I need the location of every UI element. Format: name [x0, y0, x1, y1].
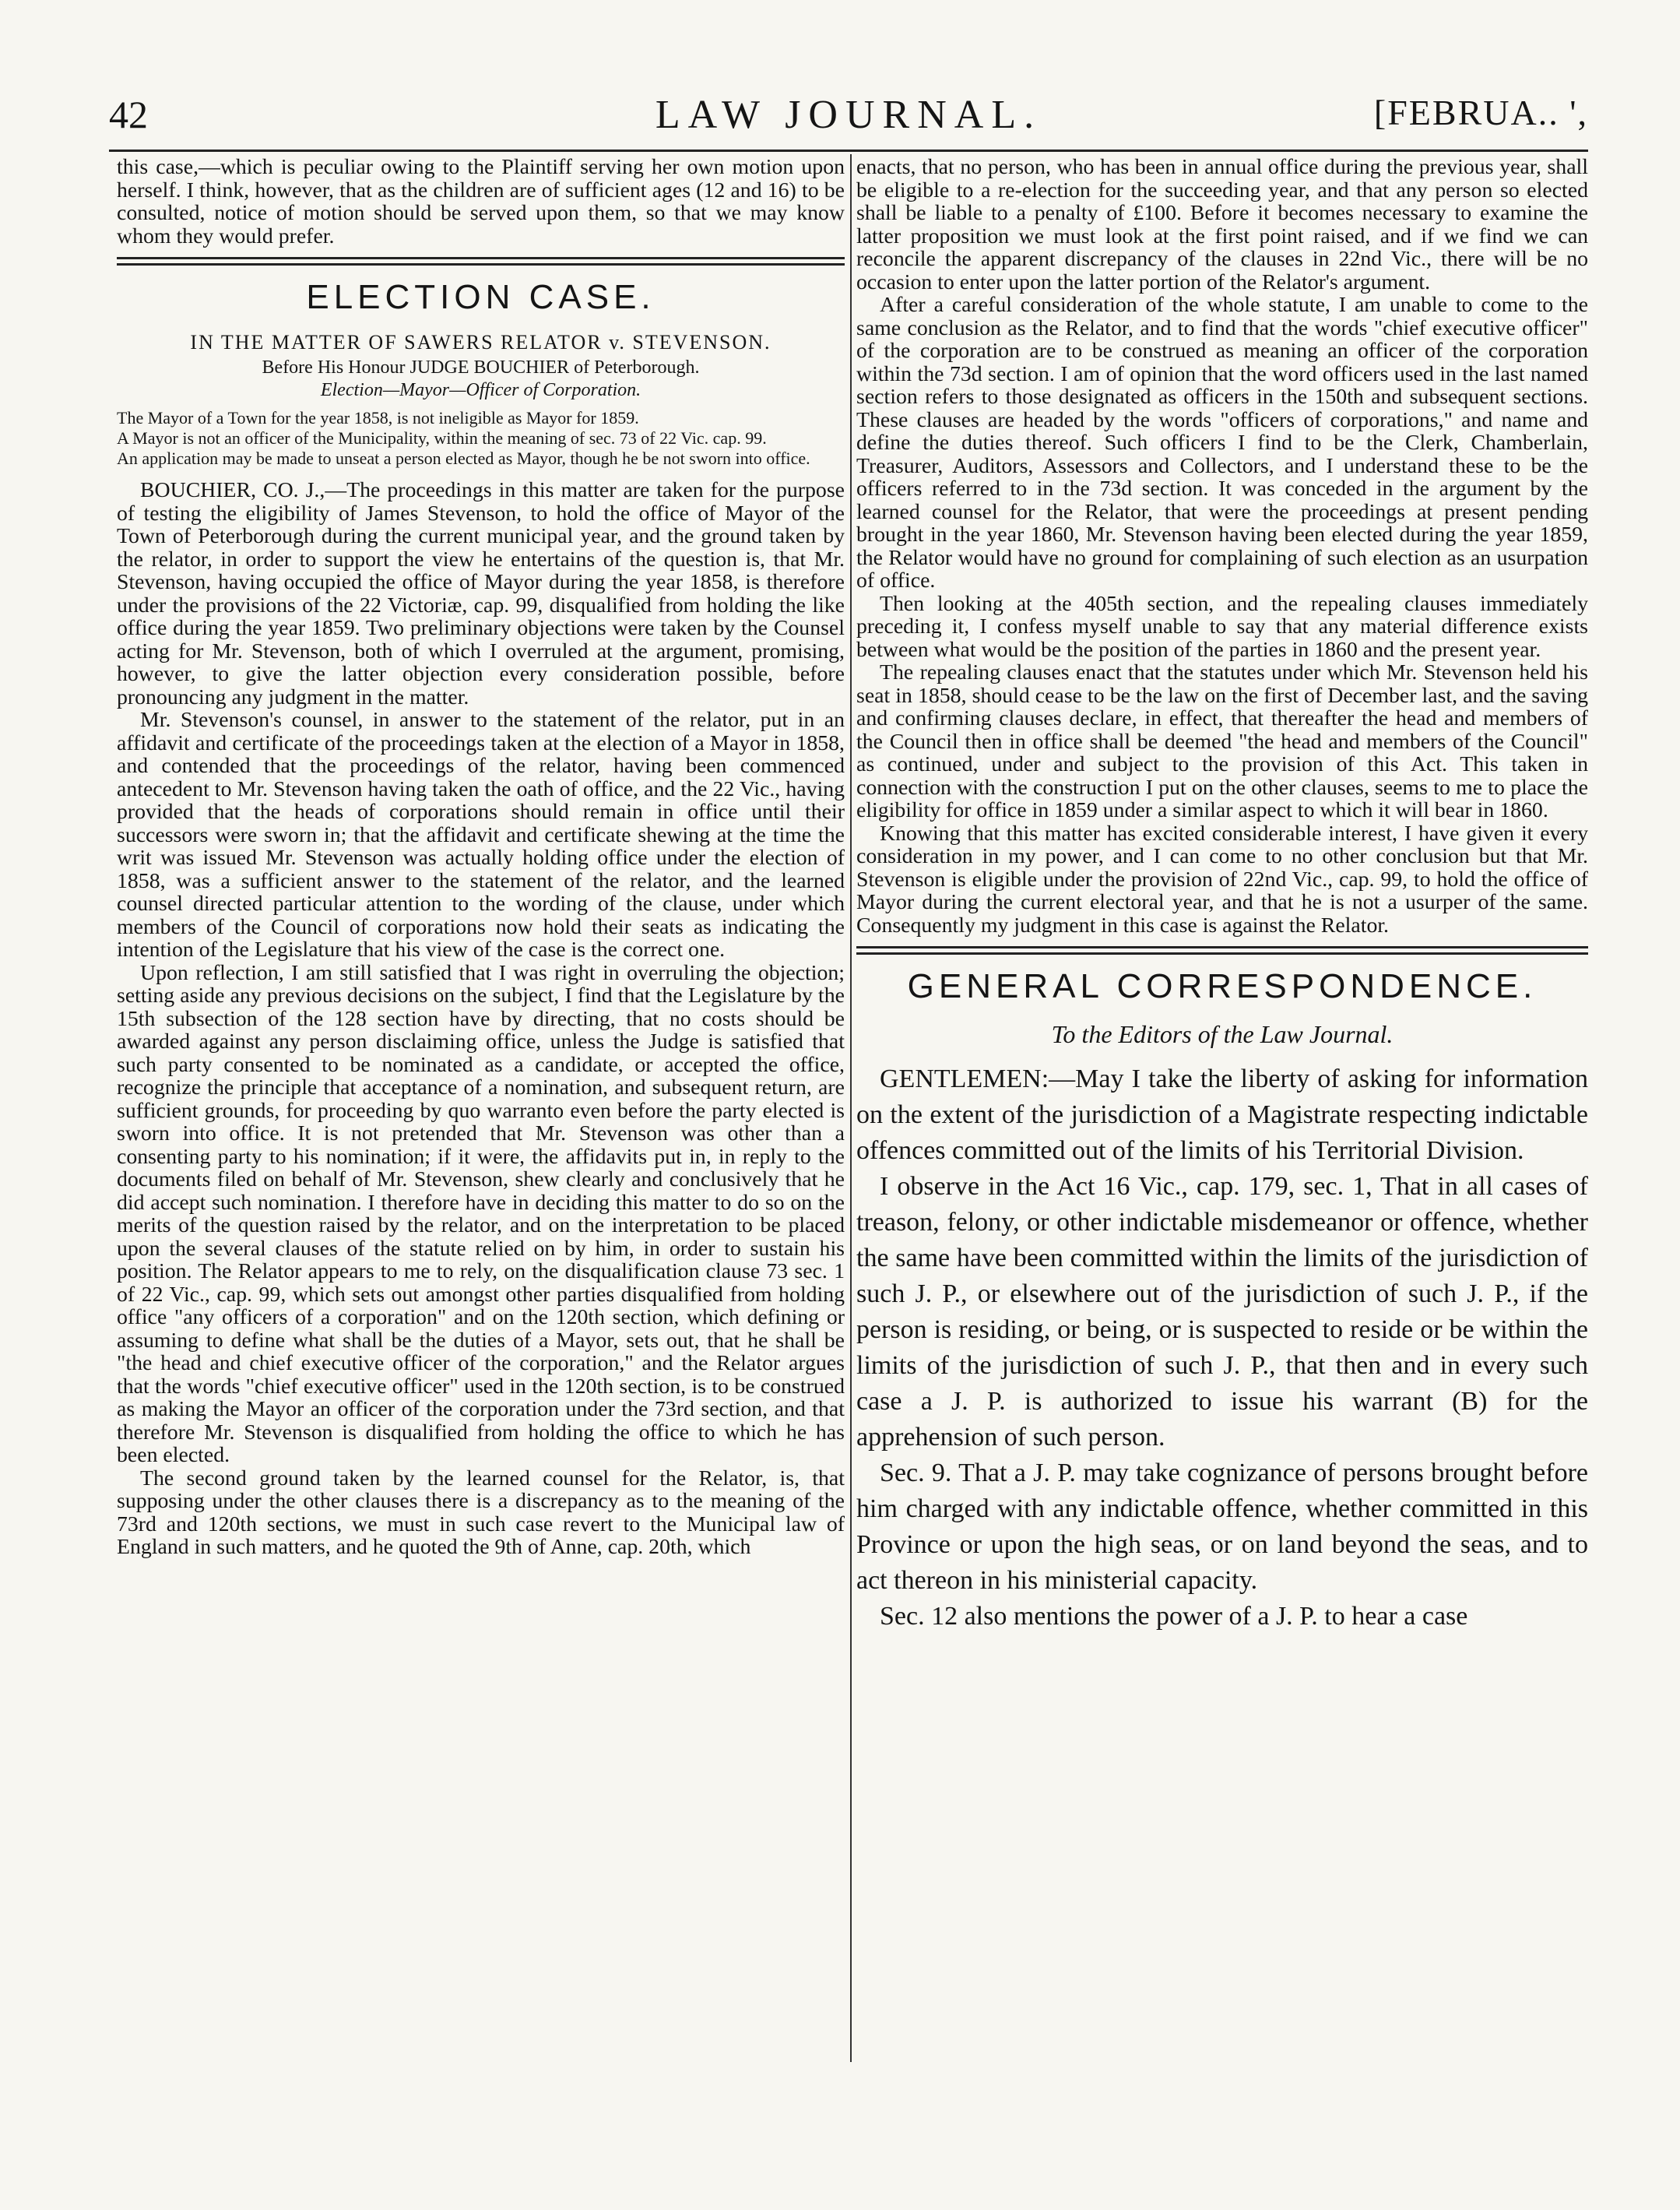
left-column — [117, 156, 845, 1559]
body-paragraph: After a careful consideration of the whole statute, I am unable to come to the same conclusion as the Relator, and to find that the words "chief executive officer" of the corporation are to be construed as meaning an officer of the corporation within the 73d section. I am of opinion that the word officers used in the last named section refers to those designated as officers in the 150th and subsequent sections. These clauses are headed by the words "officers of corporations," and name and define the duties thereof. Such officers I find to be the Clerk, Chamberlain, Treasurer, Auditors, Assessors and Collectors, and I understand these to be the officers referred to in the 73d section. It was conceded in the argument by the learned counsel for the Relator, that were the proceedings at present pending brought in the year 1860, Mr. Stevenson having been elected during the year 1859, the Relator would have no ground for complaining of such election as an usurpation of office. — [856, 293, 1588, 593]
body-paragraph: The second ground taken by the learned counsel for the Relator, is, that supposing under the other clauses there is a discrepancy as to the meaning of the 73rd and 120th sections, we must in such case revert to the Municipal law of England in such matters, and he quoted the 9th of Anne, cap. 20th, which — [117, 1466, 845, 1559]
letter-paragraph: Sec. 12 also mentions the power of a J. P. to hear a case — [880, 1602, 1468, 1631]
section-divider — [117, 257, 845, 266]
body-paragraph: Mr. Stevenson's counsel, in answer to the statement of the relator, put in an affidavit and certificate of the proceedings taken at the election of a Mayor in 1858, and contended that the proceedings of the relator, having been commenced antecedent to Mr. Stevenson having taken the oath of office, and the 22 Vic., having provided that the heads of corporations should remain in office until their successors were sworn in; that the affidavit and certificate shewing at the time the writ was issued Mr. Stevenson was actually holding office under the election of 1858, was a sufficient answer to the statement of the relator, and the learned counsel directed particular attention to the wording of the clause, under which members of the Council of corporations now hold their seats as indicating the intention of the Legislature that his view of the case is the correct one. — [117, 708, 845, 962]
headnote: An application may be made to unseat a person elected as Mayor, though he be not sworn into office. — [117, 449, 810, 468]
headnote: The Mayor of a Town for the year 1858, is not ineligible as Mayor for 1859. — [117, 408, 639, 428]
right-column — [856, 156, 1588, 1635]
body-paragraph: BOUCHIER, CO. J.,—The proceedings in this matter are taken for the purpose of testing the eligibility of James Stevenson, to hold the office of Mayor of the Town of Peterborough during the current municipal year, and the ground taken by the relator, in order to support the view he entertains of the question is, that Mr. Stevenson, having occupied the office of Mayor during the year 1858, is therefore under the provisions of the 22 Victoriæ, cap. 99, disqualified from holding the like office during the year 1859. Two preliminary objections were taken by the Counsel acting for Mr. Stevenson, both of which I overruled at the argument, promising, however, to give the latter objection every consideration possible, before pronouncing any judgment in the matter. — [117, 478, 845, 709]
letter-salutation: To the Editors of the Law Journal. — [1051, 1020, 1394, 1048]
page-number: 42 — [109, 93, 148, 136]
case-subject: Election—Mayor—Officer of Corporation. — [320, 380, 641, 400]
section-divider — [856, 946, 1588, 955]
headnotes — [117, 409, 845, 468]
column-divider — [850, 154, 852, 2062]
issue-month: [FEBRUA.. ', — [1373, 93, 1588, 132]
case-court: Before His Honour JUDGE BOUCHIER of Peterborough. — [262, 357, 700, 378]
body-paragraph: Knowing that this matter has excited considerable interest, I have given it every consideration in my power, and I can come to no other conclusion but that Mr. Stevenson is eligible under the provision of 22nd Vic., cap. 99, to hold the office of Mayor during the current electoral year, and that he is not a usurper of the same. Consequently my judgment in this case is against the Relator. — [856, 821, 1588, 938]
headnote: A Mayor is not an officer of the Municipality, within the meaning of sec. 73 of 22 Vic. cap. 99. — [117, 428, 767, 448]
section-heading-election-case: ELECTION CASE. — [306, 278, 655, 316]
letter-paragraph: GENTLEMEN:—May I take the liberty of asking for information on the extent of the jurisdiction of a Magistrate respecting indictable offences committed out of the limits of his Territorial Division. — [856, 1065, 1588, 1165]
body-paragraph: enacts, that no person, who has been in annual office during the previous year, shall be eligible to a re-election for the succeeding year, and that any person so elected shall be liable to a penalty of £100. Before it becomes necessary to examine the latter proposition we must look at the first point raised, and if we find we can reconcile the apparent discrepancy of the clauses in 22nd Vic., there will be no occasion to enter upon the latter portion of the Relator's argument. — [856, 155, 1588, 294]
body-paragraph: Then looking at the 405th section, and the repealing clauses immediately preceding it, I confess myself unable to say that any material difference exists between what would be the position of the parties in 1860 and the present year. — [856, 591, 1588, 662]
body-paragraph: The repealing clauses enact that the statutes under which Mr. Stevenson held his seat in 1858, should cease to be the law on the first of December last, and the saving and confirming clauses declare, in effect, that thereafter the head and members of the Council then in office shall be deemed "the head and members of the Council" as continued, under and subject to the provision of this Act. This taken in connection with the construction I put on the other clauses, seems to me to place the eligibility for office in 1859 under a similar aspect to which it will bear in 1860. — [856, 660, 1588, 822]
header-rule — [109, 150, 1588, 152]
letter-paragraph: I observe in the Act 16 Vic., cap. 179, sec. 1, That in all cases of treason, felony, or other indictable misdemeanor or offence, whether the same have been committed within the limits of the jurisdiction of such J. P., or elsewhere out of the jurisdiction of such J. P., if the person is residing, or being, or is suspected to reside or be within the limits of the jurisdiction of such J. P., that then and in every such case a J. P. is authorized to issue his warrant (B) for the apprehension of such person. — [856, 1172, 1588, 1452]
body-paragraph: Upon reflection, I am still satisfied that I was right in overruling the objection; setting aside any previous decisions on the subject, I find that the Legislature by the 15th subsection of the 128 section have by directing, that no costs should be awarded against any person disclaiming office, unless the Judge is satisfied that such party consented to be nominated as a candidate, or accepted the office, recognize the principle that acceptance of a nomination, and subsequent return, are sufficient grounds, for proceeding by quo warranto even before the party elected is sworn into office. It is not pretended that Mr. Stevenson was other than a consenting party to his nomination; if it were, the affidavits put in, in reply to the documents filed on behalf of Mr. Stevenson, shew clearly and conclusively that he did accept such nomination. I therefore have in deciding this matter to do so on the merits of the question raised by the relator, and on the interpretation to be placed upon the several clauses of the statute relied on by him, in order to sustain his position. The Relator appears to me to rely, on the disqualification clause 73 sec. 1 of 22 Vic., cap. 99, which sets out amongst other parties disqualified from holding office "any officers of a corporation" and on the 120th section, which defining or assuming to define what shall be the duties of a Mayor, sets out, that he shall be "the head and chief executive officer of the corporation," and the Relator argues that the words "chief executive officer" used in the 120th section, is to be construed as making the Mayor an officer of the corporation under the 73rd section, and that therefore Mr. Stevenson is disqualified from holding the office to which he has been elected. — [117, 960, 845, 1467]
case-title: IN THE MATTER OF SAWERS RELATOR v. STEVENSON. — [190, 331, 771, 354]
journal-title: LAW JOURNAL. — [655, 93, 1042, 137]
section-heading-general-correspondence: GENERAL CORRESPONDENCE. — [907, 967, 1538, 1005]
running-head — [109, 92, 1588, 146]
letter-paragraph: Sec. 9. That a J. P. may take cognizance of persons brought before him charged with any indictable offence, whether committed in this Province or upon the high seas, or on land beyond the seas, and to act thereon in his ministerial capacity. — [856, 1459, 1588, 1595]
intro-paragraph: this case,—which is peculiar owing to the Plaintiff serving her own motion upon herself. I think, however, that as the children are of sufficient ages (12 and 16) to be consulted, notice of motion should be served upon them, so that we may know whom they would prefer. — [117, 155, 845, 248]
